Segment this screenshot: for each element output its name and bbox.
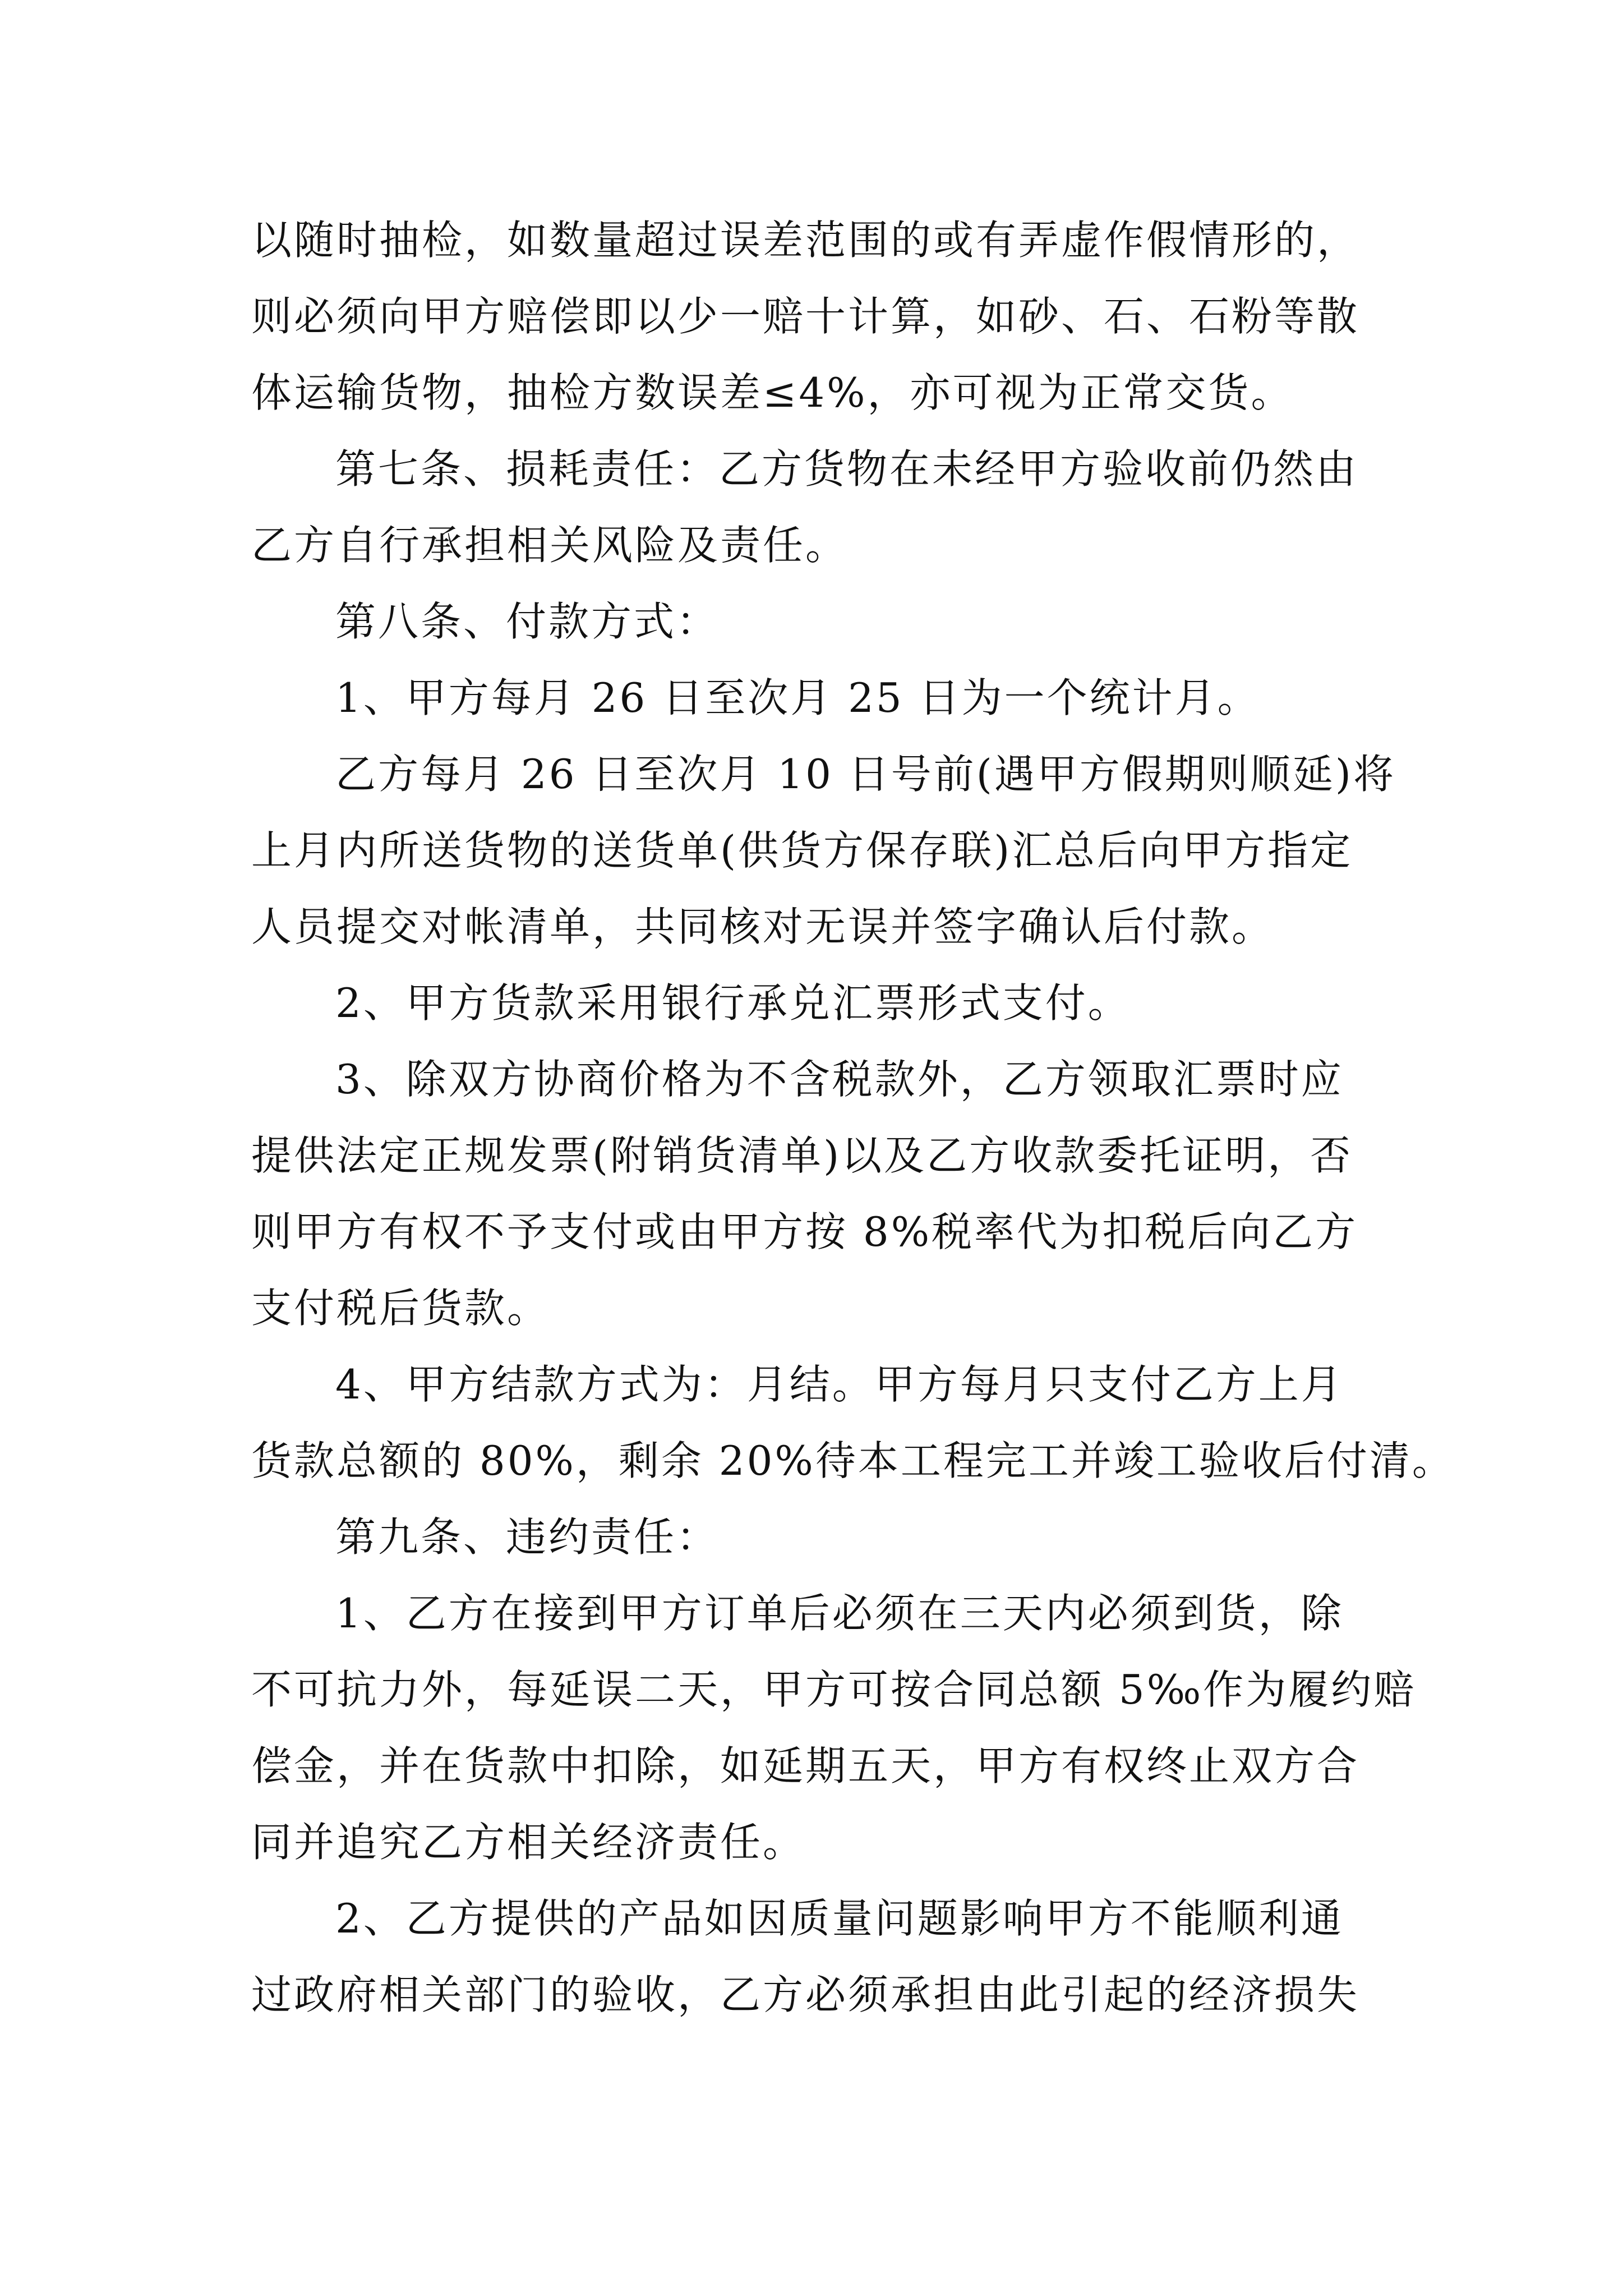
text-line: 支付税后货款。: [251, 1285, 550, 1332]
text-line: 乙方自行承担相关风险及责任。: [251, 522, 849, 569]
text-line: 上月内所送货物的送货单(供货方保存联)汇总后向甲方指定: [251, 827, 1353, 874]
text-line: 体运输货物，抽检方数误差≤4%，亦可视为正常交货。: [251, 369, 1294, 416]
text-line: 1、甲方每月 26 日至次月 25 日为一个统计月。: [335, 674, 1260, 721]
text-line: 3、除双方协商价格为不含税款外，乙方领取汇票时应: [335, 1056, 1344, 1103]
text-line: 乙方每月 26 日至次月 10 日号前(遇甲方假期则顺延)将: [335, 751, 1396, 798]
text-line: 1、乙方在接到甲方订单后必须在三天内必须到货，除: [335, 1590, 1344, 1637]
text-line: 4、甲方结款方式为：月结。甲方每月只支付乙方上月: [335, 1361, 1344, 1408]
text-line: 第七条、损耗责任：乙方货物在未经甲方验收前仍然由: [335, 445, 1359, 493]
text-line: 提供法定正规发票(附销货清单)以及乙方收款委托证明，否: [251, 1132, 1353, 1179]
text-line: 则甲方有权不予支付或由甲方按 8%税率代为扣税后向乙方: [251, 1208, 1358, 1255]
section-heading: 第九条、违约责任：: [335, 1513, 720, 1561]
text-line: 货款总额的 80%，剩余 20%待本工程完工并竣工验收后付清。: [251, 1437, 1455, 1484]
text-line: 则必须向甲方赔偿即以少一赔十计算，如砂、石、石粉等散: [251, 293, 1360, 340]
text-line: 2、甲方货款采用银行承兑汇票形式支付。: [335, 979, 1131, 1027]
text-line: 同并追究乙方相关经济责任。: [251, 1819, 806, 1866]
section-heading: 第八条、付款方式：: [335, 598, 720, 645]
contract-body-text: [251, 202, 1455, 2033]
text-line: 不可抗力外，每延误二天，甲方可按合同总额 5‰作为履约赔: [251, 1666, 1417, 1713]
text-line: 以随时抽检，如数量超过误差范围的或有弄虚作假情形的，: [251, 217, 1360, 264]
text-line: 2、乙方提供的产品如因质量问题影响甲方不能顺利通: [335, 1895, 1344, 1942]
text-line: 过政府相关部门的验收，乙方必须承担由此引起的经济损失: [251, 1971, 1360, 2018]
text-line: 人员提交对帐清单，共同核对无误并签字确认后付款。: [251, 903, 1275, 950]
text-line: 偿金，并在货款中扣除，如延期五天，甲方有权终止双方合: [251, 1742, 1360, 1789]
